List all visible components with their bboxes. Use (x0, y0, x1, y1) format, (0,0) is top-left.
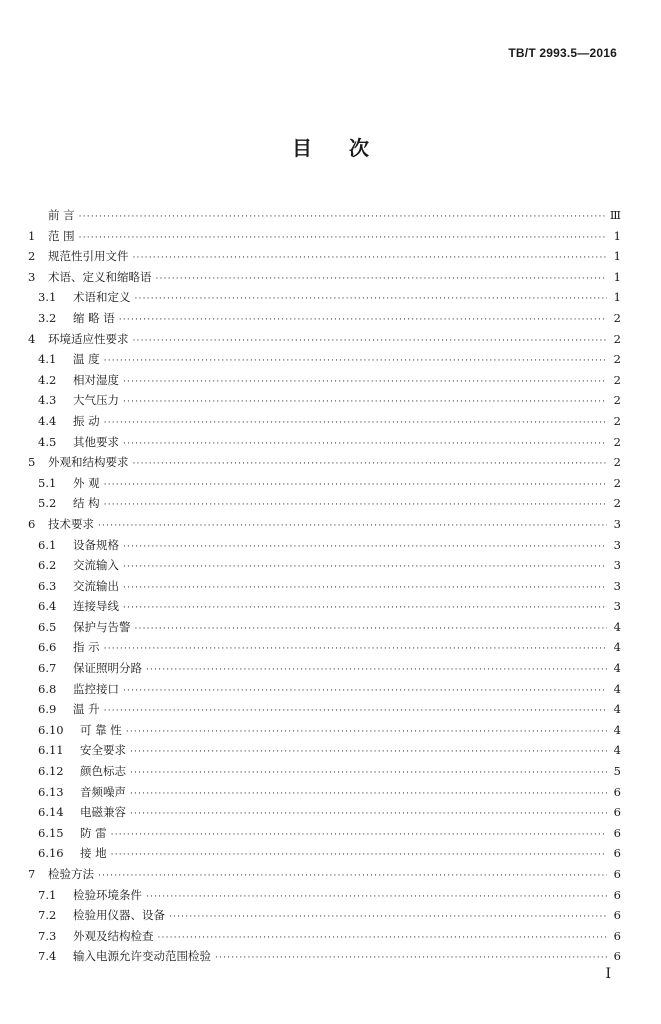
toc-dot-leader (104, 701, 607, 722)
toc-entry[interactable] (28, 596, 621, 617)
toc-entry-label: 指 示 (73, 640, 100, 655)
toc-entry[interactable] (28, 843, 621, 864)
toc-entry-label: 防 雷 (80, 825, 107, 840)
toc-entry-page: 3 (613, 516, 621, 531)
toc-entry-label: 前 言 (48, 208, 75, 222)
toc-entry-number: 5.2 (38, 496, 57, 511)
toc-entry[interactable] (28, 493, 621, 514)
toc-entry-label: 术语和定义 (73, 290, 131, 305)
toc-entry-label: 监控接口 (73, 681, 119, 696)
toc-dot-leader (123, 598, 607, 619)
toc-entry-label: 大气压力 (73, 393, 119, 408)
toc-dot-leader (215, 948, 607, 969)
toc-dot-leader (146, 660, 607, 681)
toc-entry-label: 交流输出 (73, 578, 119, 593)
toc-dot-leader (133, 331, 608, 352)
toc-entry-page: 1 (613, 228, 621, 243)
toc-entry[interactable] (28, 885, 621, 906)
toc-entry[interactable] (28, 637, 621, 658)
toc-dot-leader (111, 845, 607, 866)
toc-dot-leader (104, 351, 607, 372)
toc-entry-number: 6.15 (38, 825, 64, 840)
toc-dot-leader (104, 639, 607, 660)
toc-entry-page: 2 (613, 455, 621, 470)
toc-entry[interactable] (28, 411, 621, 432)
toc-entry[interactable] (28, 617, 621, 638)
toc-entry-label: 接 地 (80, 846, 107, 861)
toc-entry[interactable] (28, 287, 621, 308)
toc-entry[interactable] (28, 946, 621, 967)
toc-entry[interactable] (28, 555, 621, 576)
toc-entry-number: 4.4 (38, 413, 57, 428)
toc-entry[interactable] (28, 514, 621, 535)
toc-dot-leader (135, 619, 608, 640)
toc-entry-page: 3 (613, 537, 621, 552)
toc-entry-number: 6.6 (38, 640, 57, 655)
toc-entry-page: 2 (613, 393, 621, 408)
toc-entry[interactable] (28, 267, 621, 288)
toc-entry[interactable] (28, 226, 621, 247)
toc-entry-page: 4 (613, 640, 621, 655)
toc-entry[interactable] (28, 802, 621, 823)
toc-dot-leader (156, 269, 608, 290)
page-number: I (605, 966, 611, 982)
toc-entry-number: 3.2 (38, 310, 57, 325)
toc-entry-number: 4.2 (38, 372, 57, 387)
toc-dot-leader (133, 248, 608, 269)
toc-dot-leader (123, 372, 607, 393)
toc-entry-page: 4 (613, 681, 621, 696)
toc-entry-label: 设备规格 (73, 537, 119, 552)
toc-entry-page: 6 (613, 949, 621, 964)
toc-entry-number: 6 (28, 516, 36, 531)
toc-entry[interactable] (28, 740, 621, 761)
toc-dot-leader (119, 310, 607, 331)
toc-entry-label: 温 度 (73, 352, 100, 367)
toc-entry-number: 7 (28, 867, 36, 881)
toc-dot-leader (98, 866, 607, 887)
toc-entry[interactable] (28, 452, 621, 473)
toc-dot-leader (123, 578, 607, 599)
toc-entry-page: 2 (613, 413, 621, 428)
toc-entry-page: 6 (613, 928, 621, 943)
toc-entry[interactable] (28, 535, 621, 556)
toc-entry[interactable] (28, 720, 621, 741)
toc-entry-number: 6.14 (38, 805, 64, 820)
toc-entry-number: 3.1 (38, 290, 57, 305)
toc-entry-label: 环境适应性要求 (48, 331, 129, 346)
toc-dot-leader (79, 207, 606, 228)
toc-entry-label: 范 围 (48, 228, 75, 243)
toc-entry-number: 3 (28, 269, 36, 284)
toc-dot-leader (130, 804, 607, 825)
toc-entry[interactable] (28, 205, 621, 226)
toc-dot-leader (104, 475, 607, 496)
toc-entry-page: 3 (613, 558, 621, 573)
toc-entry-page: 2 (613, 434, 621, 449)
toc-entry[interactable] (28, 926, 621, 947)
toc-entry-page: 4 (613, 619, 621, 634)
toc-entry-label: 振 动 (73, 413, 100, 428)
toc-entry-number: 7.4 (38, 949, 57, 964)
toc-entry-number: 7.1 (38, 887, 57, 902)
toc-dot-leader (126, 722, 607, 743)
toc-entry-page: 6 (613, 825, 621, 840)
toc-entry-label: 检验方法 (48, 867, 94, 881)
toc-dot-leader (133, 454, 608, 475)
toc-entry-page: 6 (613, 867, 621, 881)
toc-entry-page: 6 (613, 805, 621, 820)
toc-entry-page: 1 (613, 249, 621, 264)
toc-entry-label: 输入电源允许变动范围检验 (73, 949, 211, 964)
toc-dot-leader (130, 784, 607, 805)
toc-entry-label: 交流输入 (73, 558, 119, 573)
toc-entry-number: 6.4 (38, 599, 57, 614)
toc-entry-label: 安全要求 (80, 743, 126, 758)
toc-entry-label: 音频噪声 (80, 784, 126, 799)
toc-entry-number: 6.5 (38, 619, 57, 634)
toc-entry-page: 1 (613, 269, 621, 284)
toc-dot-leader (130, 763, 607, 784)
toc-entry[interactable] (28, 823, 621, 844)
toc-entry-page: 2 (613, 352, 621, 367)
toc-entry[interactable] (28, 308, 621, 329)
toc-entry-page: 4 (613, 702, 621, 717)
toc-entry-page: 2 (613, 496, 621, 511)
toc-entry[interactable] (28, 864, 621, 885)
toc-entry-label: 电磁兼容 (80, 805, 126, 820)
toc-entry-label: 外观和结构要求 (48, 455, 129, 470)
toc-entry-label: 颜色标志 (80, 764, 126, 779)
toc-entry-number: 6.2 (38, 558, 57, 573)
toc-entry-number: 6.10 (38, 722, 64, 737)
standard-code: TB/T 2993.5—2016 (508, 46, 617, 60)
toc-entry-page: 6 (613, 784, 621, 799)
toc-dot-leader (123, 392, 607, 413)
toc-entry-number: 5 (28, 455, 36, 470)
toc-entry-label: 相对湿度 (73, 372, 119, 387)
toc-entry-number: 6.13 (38, 784, 64, 799)
toc-entry-label: 连接导线 (73, 599, 119, 614)
toc-dot-leader (169, 907, 607, 928)
toc-entry-label: 外观及结构检查 (73, 928, 154, 943)
toc-entry-page: 3 (613, 599, 621, 614)
toc-entry-number: 4.1 (38, 352, 57, 367)
toc-entry-number: 7.2 (38, 908, 57, 923)
toc-entry-label: 结 构 (73, 496, 100, 511)
toc-entry-number: 6.12 (38, 764, 64, 779)
toc-entry-page: 3 (613, 578, 621, 593)
toc-entry-number: 6.8 (38, 681, 57, 696)
toc-entry-page: 6 (613, 887, 621, 902)
toc-title: 目 次 (292, 136, 369, 160)
toc-entry-number: 6.3 (38, 578, 57, 593)
toc-dot-leader (79, 228, 607, 249)
toc-dot-leader (98, 516, 607, 537)
toc-entry-number: 7.3 (38, 928, 57, 943)
toc-entry-page: 4 (613, 743, 621, 758)
toc-entry-label: 规范性引用文件 (48, 249, 129, 264)
toc-entry-number: 4.3 (38, 393, 57, 408)
toc-entry[interactable] (28, 246, 621, 267)
toc-entry-label: 检验用仪器、设备 (73, 908, 165, 923)
toc-dot-leader (158, 928, 608, 949)
toc-entry-page: 4 (613, 661, 621, 676)
toc-entry[interactable] (28, 432, 621, 453)
toc-dot-leader (123, 681, 607, 702)
toc-entry-label: 温 升 (73, 702, 100, 717)
toc-entry-number: 6.11 (38, 743, 64, 758)
toc-entry[interactable] (28, 905, 621, 926)
toc-dot-leader (123, 557, 607, 578)
toc-entry-label: 保证照明分路 (73, 661, 142, 676)
toc-entry-number: 4.5 (38, 434, 57, 449)
toc-entry-label: 术语、定义和缩略语 (48, 269, 152, 284)
toc-entry-number: 1 (28, 228, 36, 243)
toc-dot-leader (104, 495, 607, 516)
toc-entry-number: 5.1 (38, 475, 57, 490)
toc-entry[interactable] (28, 761, 621, 782)
toc-entry-number: 6.7 (38, 661, 57, 676)
toc-entry-page: Ⅲ (609, 208, 621, 222)
toc-entry[interactable] (28, 679, 621, 700)
toc-entry-page: 2 (613, 310, 621, 325)
toc-entry-page: 1 (613, 290, 621, 305)
toc-entry-label: 保护与告警 (73, 619, 131, 634)
toc-entry-page: 2 (613, 475, 621, 490)
toc-entry-number: 6.16 (38, 846, 64, 861)
toc-dot-leader (146, 887, 607, 908)
toc-entry-number: 6.9 (38, 702, 57, 717)
toc-dot-leader (135, 289, 608, 310)
toc-entry-page: 2 (613, 331, 621, 346)
toc-entry-label: 可 靠 性 (80, 722, 122, 737)
toc-entry-label: 技术要求 (48, 516, 94, 531)
toc-entry-page: 6 (613, 908, 621, 923)
toc-dot-leader (130, 742, 607, 763)
table-of-contents (28, 205, 621, 967)
toc-dot-leader (111, 825, 607, 846)
toc-entry[interactable] (28, 329, 621, 350)
toc-entry-number: 4 (28, 331, 36, 346)
toc-entry-label: 其他要求 (73, 434, 119, 449)
toc-entry[interactable] (28, 576, 621, 597)
toc-entry-page: 5 (613, 764, 621, 779)
toc-entry-page: 4 (613, 722, 621, 737)
toc-entry-page: 6 (613, 846, 621, 861)
toc-entry-label: 检验环境条件 (73, 887, 142, 902)
toc-entry[interactable] (28, 370, 621, 391)
toc-entry-number: 2 (28, 249, 36, 264)
toc-entry-label: 外 观 (73, 475, 100, 490)
toc-entry[interactable] (28, 349, 621, 370)
toc-dot-leader (104, 413, 607, 434)
toc-entry-page: 2 (613, 372, 621, 387)
toc-entry-number: 6.1 (38, 537, 57, 552)
toc-entry[interactable] (28, 699, 621, 720)
toc-entry[interactable] (28, 782, 621, 803)
toc-entry-label: 缩 略 语 (73, 310, 115, 325)
toc-entry[interactable] (28, 658, 621, 679)
toc-dot-leader (123, 537, 607, 558)
toc-entry[interactable] (28, 390, 621, 411)
toc-entry[interactable] (28, 473, 621, 494)
toc-dot-leader (123, 434, 607, 455)
